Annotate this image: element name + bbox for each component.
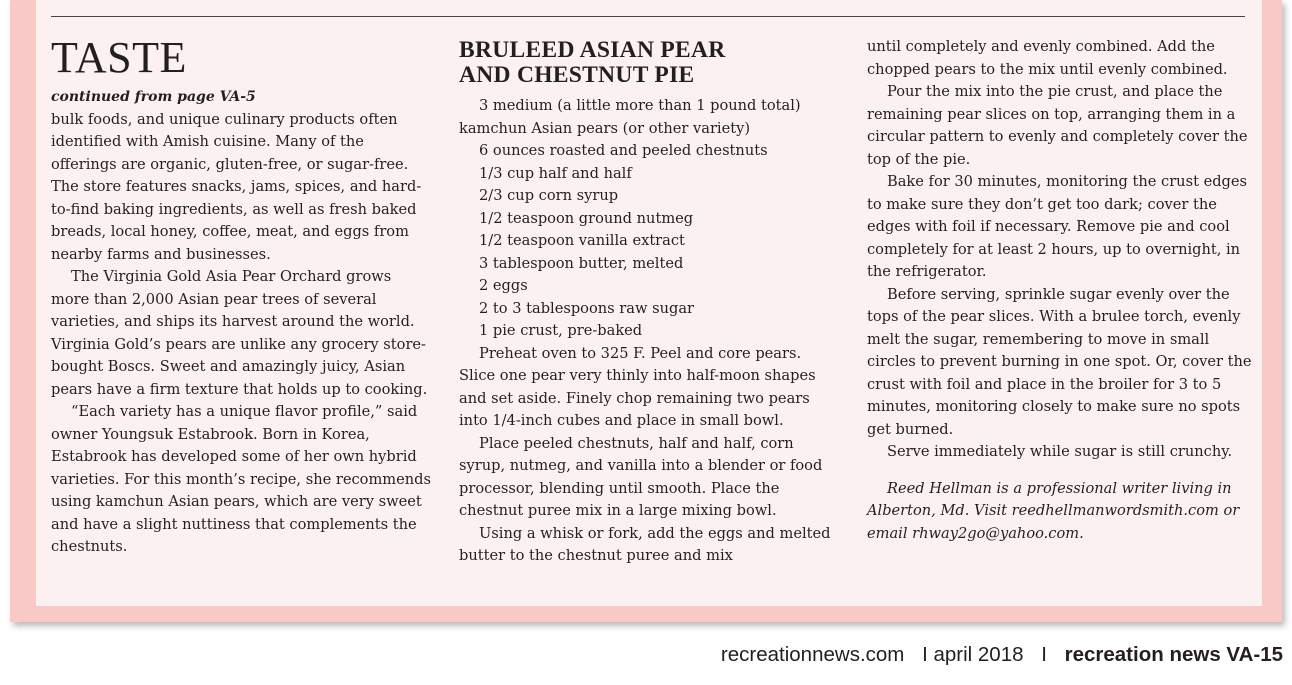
recipe-title-line-1: BRULEED ASIAN PEAR — [459, 37, 726, 63]
footer-separator: I — [1041, 643, 1047, 666]
ingredient-list — [459, 95, 839, 343]
ingredient-item: 6 ounces roasted and peeled chestnuts — [479, 142, 768, 159]
ingredient-item: 1/3 cup half and half — [479, 164, 632, 182]
recipe-step: until completely and evenly combined. Add the chopped pears to the mix until evenly combined. — [867, 38, 1228, 78]
top-rule-divider — [51, 16, 1245, 17]
recipe-column — [459, 38, 839, 568]
ingredient-item: 2/3 cup corn syrup — [479, 187, 619, 204]
recipe-step: Preheat oven to 325 F. Peel and core pears. Slice one pear very thinly into half-moon shapes and set aside. Finely chop remaining two pears into 1/4-inch cubes and place in small bowl. — [459, 344, 816, 429]
body-paragraph: The Virginia Gold Asia Pear Orchard grows more than 2,000 Asian pear trees of several varieties, and ships its harvest around the world. Virginia Gold’s pears are unlike any grocery store-bought Boscs. Sweet and amazingly juicy, Asian pears have a firm texture that holds up to cooking. — [51, 268, 428, 398]
recipe-title-line-2: AND CHESTNUT PIE — [459, 62, 695, 88]
continued-from-note: continued from page VA-5 — [51, 89, 256, 105]
article-column-3 — [867, 36, 1257, 545]
recipe-step: Bake for 30 minutes, monitoring the crust edges to make sure they don’t get too dark; cover the edges with foil if necessary. Remove pie and cool completely for at least 2 hours, up to overnight, in the refrigerator. — [867, 173, 1248, 280]
recipe-step: Using a whisk or fork, add the eggs and melted butter to the chestnut puree and mix — [459, 524, 831, 564]
body-paragraph: bulk foods, and unique culinary products often identified with Amish cuisine. Many of the offerings are organic, gluten-free, or sugar-free. The store features snacks, jams, spices, and hard-to-find baking ingredients, as well as fresh baked breads, local honey, coffee, meat, and eggs from nearby farms and businesses. — [51, 110, 422, 263]
recipe-step: Pour the mix into the pie crust, and place the remaining pear slices on top, arranging them in a circular pattern to evenly and completely cover the top of the pie. — [867, 83, 1248, 168]
footer-page-number: recreation news VA-15 — [1064, 643, 1283, 666]
recipe-step: Place peeled chestnuts, half and half, corn syrup, nutmeg, and vanilla into a blender or food processor, blending until smooth. Place the chestnut puree mix in a large mixing bowl. — [459, 434, 823, 519]
footer-site: recreationnews.com — [720, 643, 905, 666]
ingredient-item: 1/2 teaspoon vanilla extract — [479, 232, 685, 249]
body-paragraph: “Each variety has a unique flavor profile,” said owner Youngsuk Estabrook. Born in Korea, Estabrook has developed some of her own hybrid varieties. For this month’s recipe, she recommends using kamchun Asian pears, which are very sweet and have a slight nuttiness that complements the chestnuts. — [51, 403, 431, 555]
footer-issue: I april 2018 — [922, 643, 1024, 666]
recipe-step: Before serving, sprinkle sugar evenly over the tops of the pear slices. With a brulee torch, evenly melt the sugar, remembering to move in small circles to prevent burning in one spot. Or, cover the crust with foil and place in the broiler for 3 to 5 minutes, monitoring closely to make sure no spots get burned. — [867, 285, 1252, 438]
ingredient-item: 1 pie crust, pre-baked — [479, 322, 643, 339]
page-footer — [721, 643, 1283, 667]
ingredient-item: 1/2 teaspoon ground nutmeg — [479, 209, 694, 227]
ingredient-item: 2 to 3 tablespoons raw sugar — [479, 299, 694, 317]
recipe-title — [459, 38, 839, 88]
spacer — [867, 464, 1257, 478]
author-byline: Reed Hellman is a professional writer living in Alberton, Md. Visit reedhellmanwordsmith.com or email rhway2go@yahoo.com. — [867, 479, 1240, 542]
ingredient-item: 3 medium (a little more than 1 pound total) kamchun Asian pears (or other variety) — [459, 97, 801, 137]
article-column-1 — [51, 33, 431, 559]
section-title: TASTE — [51, 33, 187, 82]
recipe-step: Serve immediately while sugar is still crunchy. — [887, 443, 1233, 460]
ingredient-item: 2 eggs — [479, 277, 528, 294]
ingredient-item: 3 tablespoon butter, melted — [479, 254, 684, 272]
